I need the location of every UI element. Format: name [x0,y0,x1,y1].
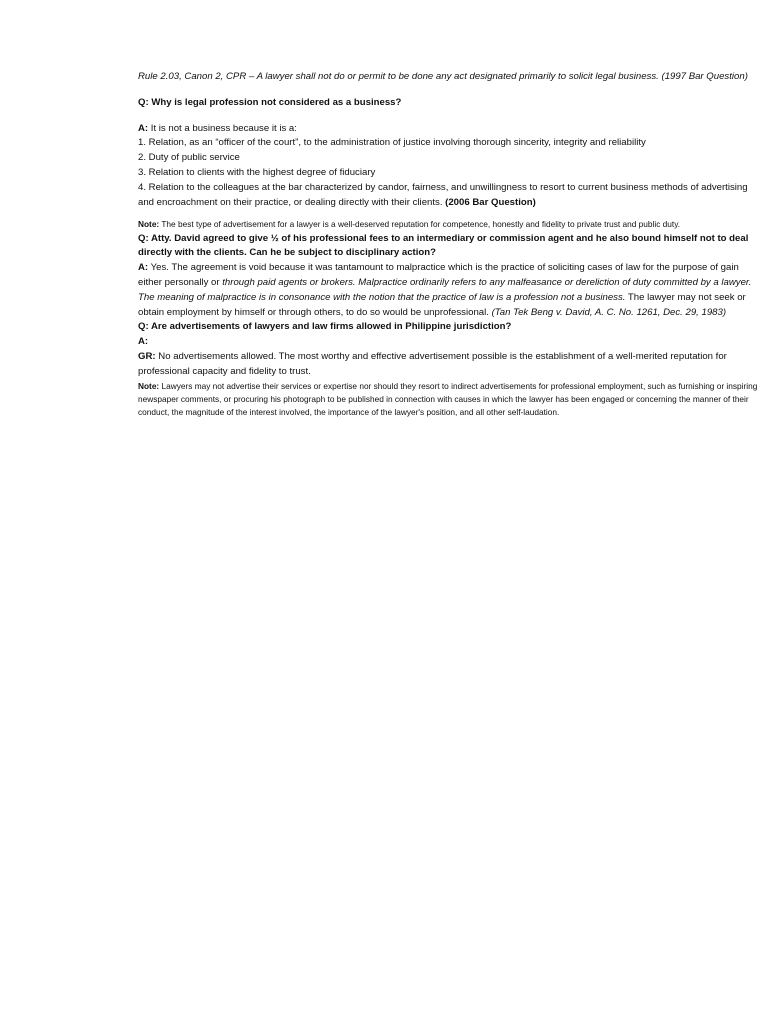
note-1-text: The best type of advertisement for a lawyer is a well-deserved reputation for competence, honestly and fidelity to private trust and public duty. [159,219,681,230]
answer-2-citation: (Tan Tek Beng v. David, A. C. No. 1261, Dec. 29, 1983) [491,306,727,318]
answer-3-label: A: [138,336,149,348]
answer-1-label: A: [138,122,149,134]
answer-2 [138,261,758,320]
general-rule [138,350,758,380]
rule-source: (1997 Bar Question) [658,71,748,82]
question-1-text: Why is legal profession not considered as a business? [148,96,402,108]
answer-1-item-4-source: (2006 Bar Question) [445,196,536,208]
note-2-label: Note: [138,380,160,391]
note-1-label: Note: [138,219,160,230]
question-1-label: Q: [138,96,149,108]
answer-1-item-4-text: 4. Relation to the colleagues at the bar characterized by candor, fairness, and unwillingness to resort to current business methods of advertising and encroachment on their practice, or dealing directly with their clients. [138,181,748,208]
rule-heading [138,70,758,85]
answer-1-intro [138,122,758,137]
answer-1-intro-text: It is not a business because it is a: [148,122,297,134]
answer-1-item-2: 2. Duty of public service [138,152,240,164]
rule-text: Rule 2.03, Canon 2, CPR – A lawyer shall not do or permit to be done any act designated primarily to solicit legal business. [138,71,659,82]
answer-1-item-1: 1. Relation, as an “officer of the court”, to the administration of justice involving thorough sincerity, integrity and reliability [138,137,646,149]
note-2-text: Lawyers may not advertise their services or expertise nor should they resort to indirect advertisements for professional employment, such as furnishing or inspiring newspaper comments, or procuring his photograph to be published in connection with causes in which the lawyer has been engaged or concerning the manner of their conduct, the magnitude of the interest involved, the importance of the lawyer's position, and all other self-laudation. [138,380,758,417]
answer-2-text-2: through paid agents or brokers. Malpractice ordinarily refers to any malfeasance or dereliction of duty committed by a lawyer. The meaning of malpractice is in consonance with the notion that the practice of law is a profession not a business. [138,276,752,303]
answer-1-item-3: 3. Relation to clients with the highest degree of fiduciary [138,166,376,178]
answer-2-label: A: [138,262,149,274]
question-1 [138,96,758,111]
general-rule-label: GR: [138,350,156,362]
general-rule-text: No advertisements allowed. The most worthy and effective advertisement possible is the establishment of a well-merited reputation for professional capacity and fidelity to trust. [138,350,727,377]
answer-2-text-1: Yes. The agreement is void because it was tantamount to malpractice which is the practice of soliciting cases of law for the purpose of gain either personally or [138,262,739,288]
question-2: Q: Atty. David agreed to give ½ of his professional fees to an intermediary or commission agent and he also bound himself not to deal directly with the clients. Can he be subject to disciplinary action? [138,232,749,259]
note-1 [138,218,758,231]
note-2 [138,380,758,420]
answer-2-text-3: The lawyer may not seek or obtain employment by himself or through others, to do so would be unprofessional. [138,291,746,318]
question-3: Q: Are advertisements of lawyers and law firms allowed in Philippine jurisdiction? [138,321,512,333]
answer-1-item-4 [138,181,758,211]
document-body [138,70,758,419]
